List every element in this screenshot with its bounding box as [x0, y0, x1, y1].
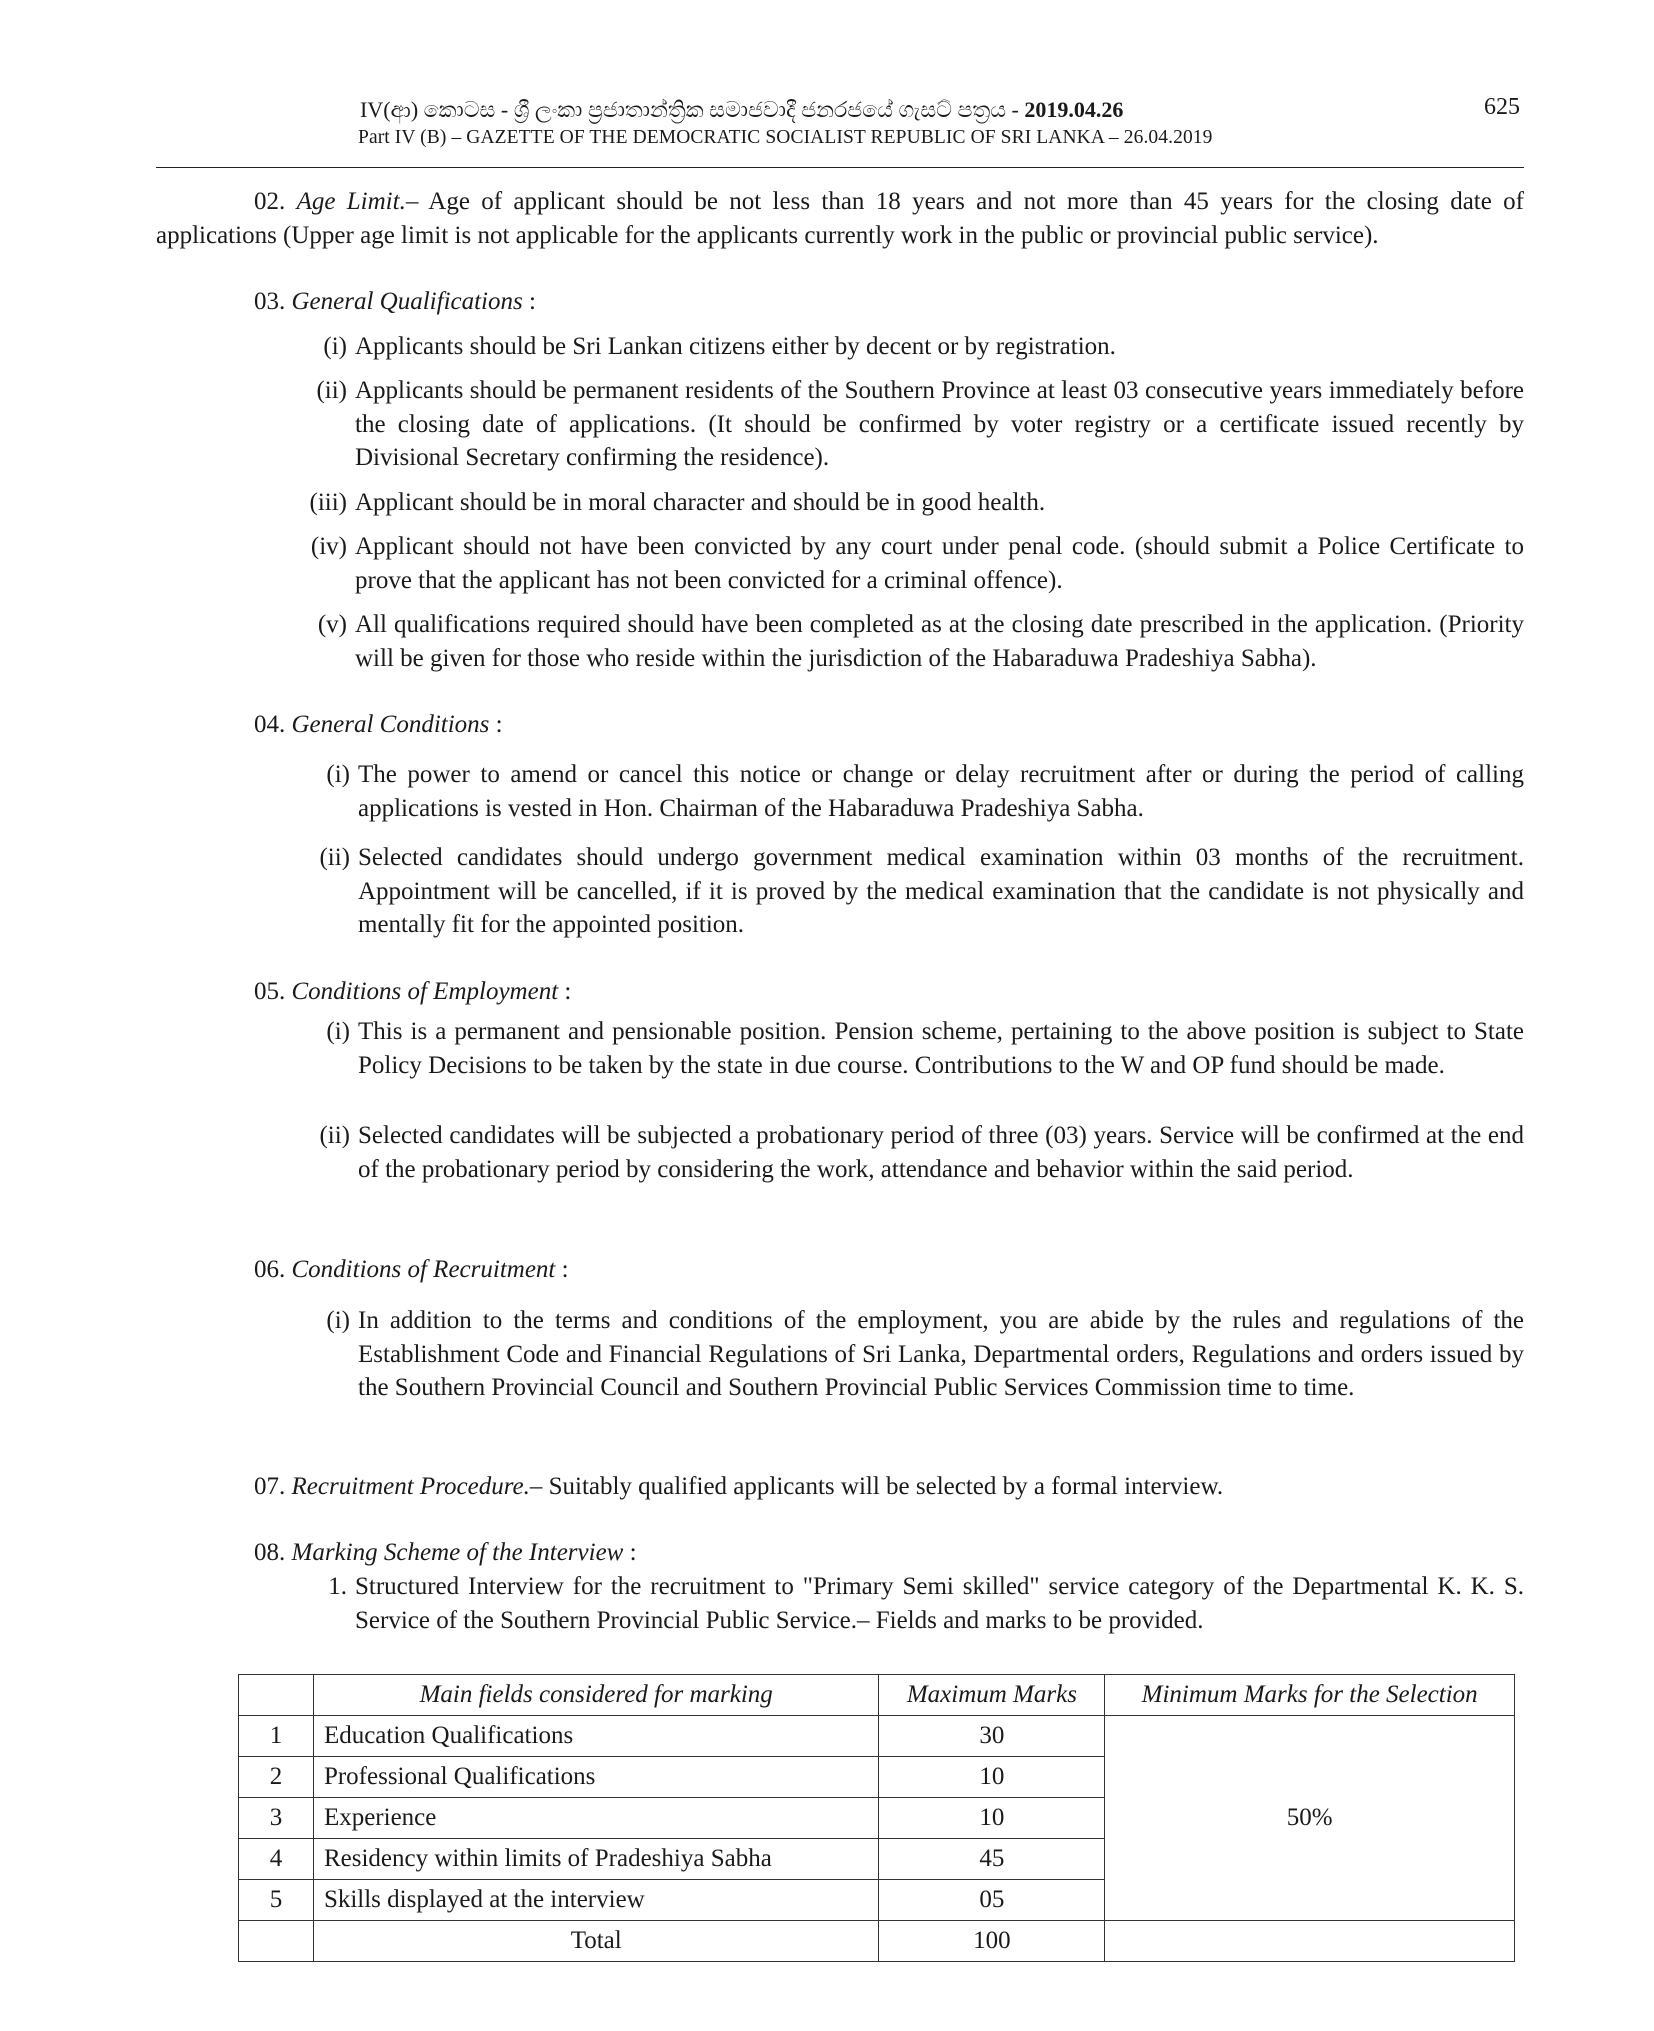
- list-item-number: (ii): [319, 1122, 350, 1149]
- list-item-text: Applicants should be Sri Lankan citizens either by decent or by registration.: [355, 333, 1116, 360]
- list-item-number: (i): [326, 761, 350, 788]
- list-item-text: Applicant should not have been convicted by any court under penal code. (should submit a Police Certificate to prove that the applicant has not been convicted for a criminal offence).: [355, 533, 1524, 594]
- marking-scheme-table: [238, 1674, 1515, 1962]
- section-title: Recruitment Procedure.: [291, 1473, 530, 1500]
- list-item: [328, 1570, 1524, 1637]
- section-colon: :: [522, 288, 536, 315]
- list-item-number: (ii): [319, 844, 350, 871]
- row-number: 3: [239, 1798, 314, 1839]
- list-item: [309, 486, 1524, 520]
- section-title: Conditions of Employment: [291, 978, 559, 1005]
- row-field: Skills displayed at the interview: [313, 1880, 879, 1921]
- section-number: 08.: [254, 1539, 286, 1566]
- row-max-marks: 10: [879, 1757, 1105, 1798]
- list-item: [316, 374, 1524, 475]
- list-item: [319, 841, 1524, 942]
- section-title: General Conditions: [291, 711, 490, 738]
- list-item-text: Selected candidates will be subjected a probationary period of three (03) years. Service will be confirmed at the end of the probationary period by considering the work, attendance and behavior within the said period.: [358, 1122, 1524, 1183]
- list-item-text: Structured Interview for the recruitment to "Primary Semi skilled" service category of the Departmental K. K. S. Service of the Southern Provincial Public Service.– Fields and marks to be provided.: [355, 1573, 1524, 1634]
- list-item-number: (i): [326, 1307, 350, 1334]
- table-row: [239, 1716, 1515, 1757]
- table-header-cell: [239, 1675, 314, 1716]
- minimum-marks-cell: 50%: [1105, 1716, 1515, 1921]
- list-item: [310, 530, 1524, 597]
- row-number: 4: [239, 1839, 314, 1880]
- section-number: 04.: [254, 711, 286, 738]
- row-max-marks: 10: [879, 1798, 1105, 1839]
- total-empty-cell: [239, 1921, 314, 1962]
- row-number: 1: [239, 1716, 314, 1757]
- list-item-number: (iv): [310, 533, 347, 560]
- list-item: [326, 1304, 1524, 1405]
- row-field: Education Qualifications: [313, 1716, 879, 1757]
- list-item-text: In addition to the terms and conditions of the employment, you are abide by the rules and regulations of the Establishment Code and Financial Regulations of Sri Lanka, Departmental orders, Regulations and orders issued by the Southern Provincial Council and Southern Provincial Public Services Commission time to time.: [358, 1307, 1524, 1401]
- section-title: Marking Scheme of the Interview: [291, 1539, 624, 1566]
- table-header-cell: Maximum Marks: [879, 1675, 1105, 1716]
- section-text: – Age of applicant should be not less than 18 years and not more than 45 years for the closing date of applications (Upper age limit is not applicable for the applicants currently work in the public or provincial public service).: [156, 188, 1524, 249]
- list-item-text: Selected candidates should undergo government medical examination within 03 months of the recruitment. Appointment will be cancelled, if it is proved by the medical examination that the candidate is not physically and mentally fit for the appointed position.: [358, 844, 1524, 938]
- row-field: Professional Qualifications: [313, 1757, 879, 1798]
- header-divider: [156, 167, 1524, 168]
- section-02-age-limit: [156, 185, 1524, 252]
- list-item-text: This is a permanent and pensionable position. Pension scheme, pertaining to the above position is subject to State Policy Decisions to be taken by the state in due course. Contributions to the W and OP fund should be made.: [358, 1018, 1524, 1079]
- header-sinhala-title: [360, 97, 1360, 123]
- list-item: [326, 1015, 1524, 1082]
- total-label: Total: [313, 1921, 879, 1962]
- section-colon: :: [489, 711, 503, 738]
- section-07-recruitment-procedure: [254, 1470, 1524, 1504]
- list-item-number: 1.: [328, 1573, 347, 1600]
- list-item-number: (iii): [309, 489, 347, 516]
- section-number: 05.: [254, 978, 286, 1005]
- total-empty-cell: [1105, 1921, 1515, 1962]
- table-header-cell: Minimum Marks for the Selection: [1105, 1675, 1515, 1716]
- list-item-number: (ii): [316, 377, 347, 404]
- section-number: 03.: [254, 288, 286, 315]
- section-number: 06.: [254, 1256, 286, 1283]
- list-item-text: Applicants should be permanent residents of the Southern Province at least 03 consecutive years immediately before the closing date of applications. (It should be confirmed by voter registry or a certificate issued recently by Divisional Secretary confirming the residence).: [355, 377, 1524, 471]
- row-max-marks: 05: [879, 1880, 1105, 1921]
- list-item-text: The power to amend or cancel this notice or change or delay recruitment after or during the period of calling applications is vested in Hon. Chairman of the Habaraduwa Pradeshiya Sabha.: [358, 761, 1524, 822]
- list-item-number: (i): [323, 333, 347, 360]
- section-colon: :: [623, 1539, 637, 1566]
- header-sinhala-text: IV(ආ) කොටස - ශ්‍රී ලංකා ප්‍රජාතාන්ත්‍රික සමාජවාදී ජනරජයේ ගැසට් පත්‍රය -: [360, 97, 1019, 122]
- row-max-marks: 45: [879, 1839, 1105, 1880]
- section-08-heading: [254, 1536, 1524, 1570]
- table-total-row: [239, 1921, 1515, 1962]
- row-number: 5: [239, 1880, 314, 1921]
- section-06-heading: [254, 1253, 1524, 1287]
- section-title: General Qualifications: [291, 288, 523, 315]
- section-colon: :: [555, 1256, 569, 1283]
- total-value: 100: [879, 1921, 1105, 1962]
- section-title: Conditions of Recruitment: [291, 1256, 556, 1283]
- header-sinhala-date: 2019.04.26: [1024, 97, 1124, 122]
- row-number: 2: [239, 1757, 314, 1798]
- list-item: [317, 608, 1524, 675]
- list-item-number: (v): [317, 611, 347, 638]
- list-item-text: Applicant should be in moral character and should be in good health.: [355, 489, 1046, 516]
- page-number: 625: [1484, 94, 1520, 120]
- header-english-title: Part IV (B) – GAZETTE OF THE DEMOCRATIC SOCIALIST REPUBLIC OF SRI LANKA – 26.04.2019: [358, 127, 1213, 148]
- table-header-cell: Main fields considered for marking: [313, 1675, 879, 1716]
- list-item: [319, 1119, 1524, 1186]
- list-item: [323, 330, 1524, 364]
- list-item-number: (i): [326, 1018, 350, 1045]
- section-number: 07.: [254, 1473, 286, 1500]
- row-field: Experience: [313, 1798, 879, 1839]
- row-field: Residency within limits of Pradeshiya Sabha: [313, 1839, 879, 1880]
- row-max-marks: 30: [879, 1716, 1105, 1757]
- section-05-heading: [254, 975, 1524, 1009]
- section-04-heading: [254, 708, 1524, 742]
- list-item-text: All qualifications required should have been completed as at the closing date prescribed in the application. (Priority will be given for those who reside within the jurisdiction of the Habaraduwa Pradeshiya Sabha).: [355, 611, 1524, 672]
- section-text: – Suitably qualified applicants will be selected by a formal interview.: [529, 1473, 1224, 1500]
- section-colon: :: [558, 978, 572, 1005]
- section-number: 02.: [254, 188, 286, 215]
- section-03-heading: [254, 285, 1524, 319]
- table-header-row: [239, 1675, 1515, 1716]
- list-item: [326, 758, 1524, 825]
- section-title: Age Limit.: [296, 188, 406, 215]
